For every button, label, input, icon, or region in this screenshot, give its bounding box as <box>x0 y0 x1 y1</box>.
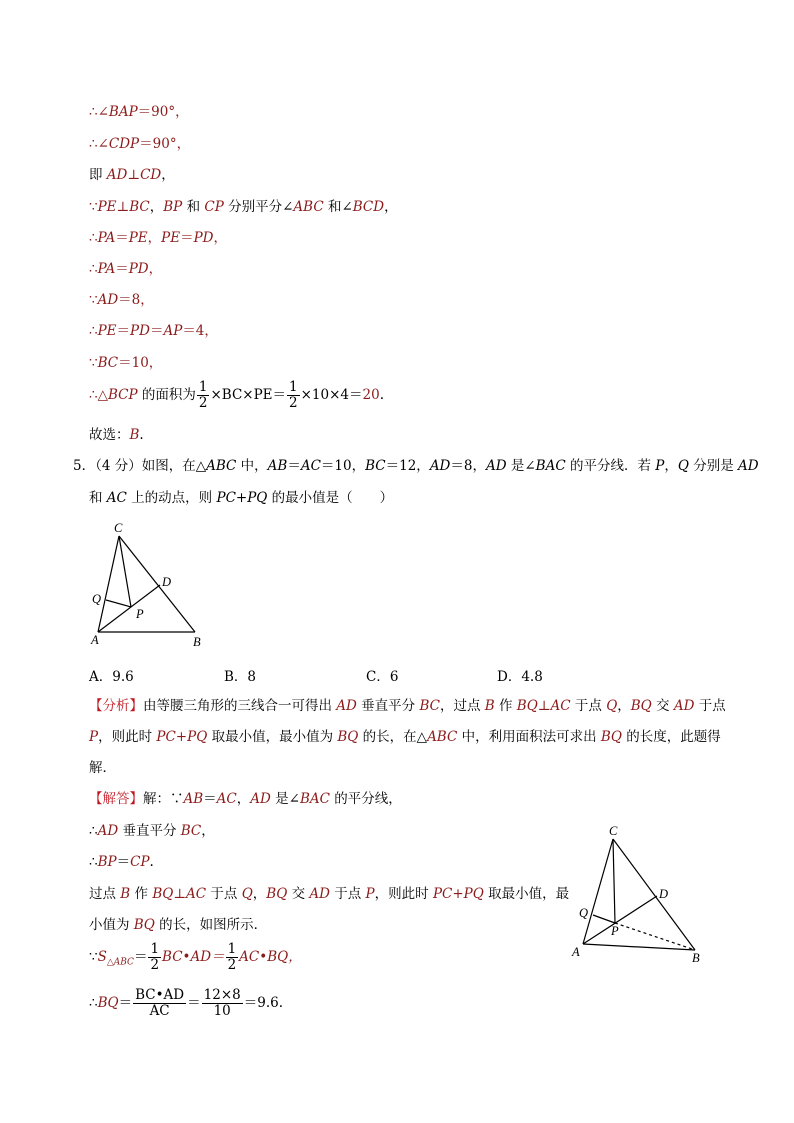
label-d: D <box>659 887 669 901</box>
proof-line-6: ∴PA＝PD， <box>89 261 163 277</box>
option-c[interactable]: C．6 <box>366 669 399 685</box>
segment-cp <box>613 839 615 923</box>
segment-cp <box>119 536 131 607</box>
question-5-line-1: 5．（4 分）如图，在△ABC 中，AB＝AC＝10，BC＝12，AD＝8，AD 是∠BAC 的平分线．若 P，Q 分别是 AD <box>73 458 759 474</box>
solution-line-4: 过点 B 作 BQ⊥AC 于点 Q，BQ 交 AD 于点 P，则此时 PC+PQ 取最小值，最 <box>89 886 570 902</box>
proof-line-10: ∴△BCP 的面积为 $\frac{1}{2}$ ×BC×PE＝ $\frac{1}{2}$ ×10×4＝20. <box>89 379 384 411</box>
proof-line-5: ∴PA＝PE，PE＝PD， <box>89 230 228 246</box>
label-b: B <box>692 951 700 965</box>
fraction-half-1: $\frac{1}{2}$ <box>198 379 208 411</box>
triangle-figure-1 <box>88 518 212 650</box>
label-c: C <box>114 521 123 535</box>
analysis-line-2: P，则此时 PC+PQ 取最小值，最小值为 BQ 的长，在△ABC 中，利用面积法可求出 BQ 的长度，此题得 <box>89 729 721 745</box>
proof-line-7: ∵AD＝8， <box>89 292 154 308</box>
proof-line-4: ∵PE⊥BC，BP 和 CP 分别平分∠ABC 和∠BCD， <box>89 199 398 215</box>
label-q: Q <box>92 592 102 606</box>
label-b: B <box>193 635 201 649</box>
solution-line-6: $\because S_{\triangle ABC}=$ $\frac{1}{2}$ BC•AD＝ $\frac{1}{2}$ AC•BQ， <box>89 941 302 973</box>
question-5-line-2: 和 AC 上的动点，则 PC+PQ 的最小值是（ ） <box>89 490 394 506</box>
label-p: P <box>136 607 144 621</box>
fraction-bq-value: $\frac{12\times 8}{10}$ <box>203 987 241 1019</box>
segment-qp <box>106 600 131 607</box>
label-p: P <box>611 924 619 938</box>
segment-cb <box>119 536 195 632</box>
fraction-bq-formula: $\frac{BC•AD}{AC}$ <box>135 987 185 1019</box>
segment-ca <box>583 839 613 944</box>
solution-line-2: ∴AD 垂直平分 BC， <box>89 823 215 839</box>
solution-line-7: ∴BQ＝ $\frac{BC•AD}{AC}$ ＝ $\frac{12\times 8}{10}$ ＝9.6. <box>89 987 283 1019</box>
proof-line-2: ∴∠CDP＝90°， <box>89 136 191 152</box>
segment-qp <box>593 915 615 923</box>
segment-ca <box>98 536 119 632</box>
label-a: A <box>572 945 580 959</box>
label-d: D <box>162 575 172 589</box>
label-a: A <box>91 633 99 647</box>
solution-tag: 【解答】 <box>89 791 143 807</box>
fraction-half-3: $\frac{1}{2}$ <box>150 941 160 973</box>
option-b[interactable]: B．8 <box>224 669 257 685</box>
solution-line-3: ∴BP＝CP. <box>89 854 154 870</box>
analysis-tag: 【分析】 <box>89 698 143 714</box>
option-a[interactable]: A．9.6 <box>89 669 134 685</box>
proof-line-3: 即 AD⊥CD， <box>89 167 175 183</box>
label-q: Q <box>579 906 589 920</box>
fraction-half-4: $\frac{1}{2}$ <box>227 941 237 973</box>
proof-line-11: 故选：B. <box>89 427 144 443</box>
analysis-line-3: 解． <box>89 760 116 776</box>
solution-line-1: 【解答】解：∵AB＝AC，AD 是∠BAC 的平分线， <box>89 791 402 807</box>
solution-line-5: 小值为 BQ 的长，如图所示． <box>89 917 268 933</box>
proof-line-1: ∴∠BAP＝90°， <box>89 104 189 120</box>
fraction-half-2: $\frac{1}{2}$ <box>289 379 298 411</box>
proof-line-8: ∴PE＝PD＝AP＝4， <box>89 323 218 339</box>
segment-cb <box>613 839 695 950</box>
proof-line-9: ∵BC＝10， <box>89 355 163 371</box>
triangle-figure-2 <box>565 822 715 970</box>
option-d[interactable]: D．4.8 <box>497 669 543 685</box>
label-c: C <box>609 824 618 838</box>
analysis-line-1: 【分析】由等腰三角形的三线合一可得出 AD 垂直平分 BC，过点 B 作 BQ⊥AC 于点 Q，BQ 交 AD 于点 <box>89 698 726 714</box>
